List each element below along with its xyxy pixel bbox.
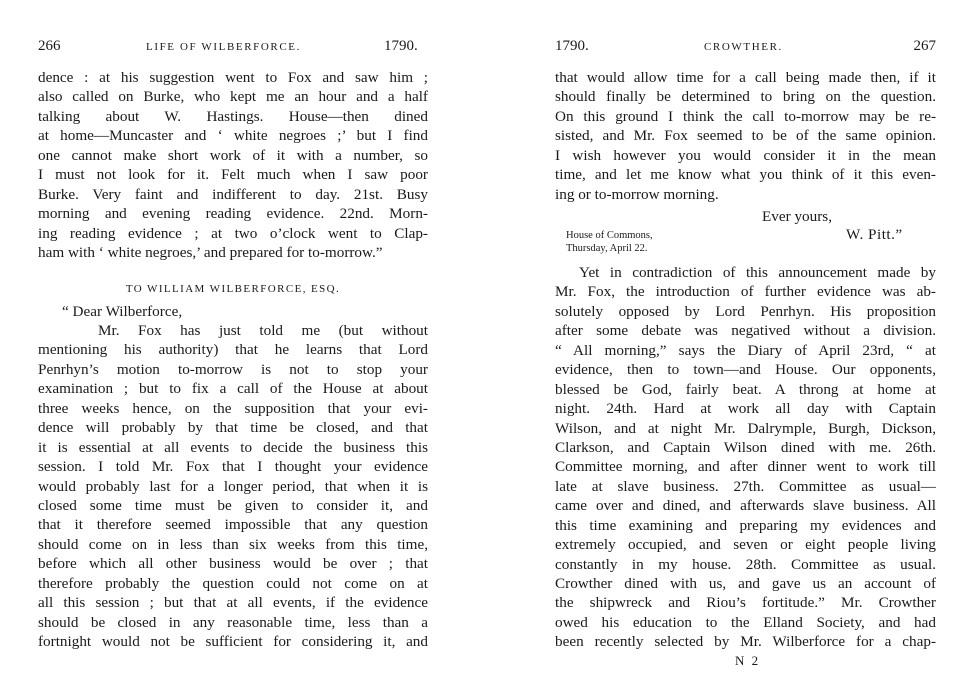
text-line: ing reading evidence ; at two o’clock went to Clap- (38, 224, 428, 242)
text-line: dence will probably by that time be closed, and that (38, 419, 428, 437)
text-line: mentioning his authority) that he learns that Lord (38, 341, 428, 359)
text-line: should finally be determined to bring on the question. (555, 88, 936, 106)
signature: W. Pitt.” (846, 226, 903, 243)
text-line: this time examining and preparing my evidences and (555, 516, 936, 534)
text-line: also called on Burke, who kept me an hour and a half (38, 88, 428, 106)
text-line: “ All morning,” says the Diary of April 23rd, “ at (555, 341, 936, 359)
left-header-year: 1790. (384, 38, 418, 54)
text-line: evidence, then to town—and House. Our opponents, (555, 361, 936, 379)
text-line: Mr. Fox has just told me (but without (98, 322, 428, 339)
text-line: therefore probably the question could not come on at (38, 574, 428, 592)
text-line: blessed be God, fairly beat. A throng at home at (555, 380, 936, 398)
text-line: On this ground I think the call to-morrow may be re- (555, 107, 936, 125)
letter-heading: TO WILLIAM WILBERFORCE, ESQ. (125, 283, 341, 295)
letter-place: House of Commons, (566, 230, 653, 241)
printer-signature-mark: N 2 (735, 653, 761, 668)
text-line: closed some time must be given to consider it, and (38, 496, 428, 514)
text-line: Yet in contradiction of this announcement made by (579, 264, 936, 281)
text-line: constantly in my house. 28th. Committee as usual. (555, 555, 936, 573)
text-line: Clarkson, and Captain Wilson dined with me. 26th. (555, 438, 936, 456)
text-line: Wilson, and at night Mr. Dalrymple, Burgh, Dickson, (555, 419, 936, 437)
text-line: solutely opposed by Lord Penrhyn. His proposition (555, 302, 936, 320)
text-line: dence : at his suggestion went to Fox and saw him ; (38, 69, 428, 86)
text-line: would probably last for a longer period, that when it is (38, 477, 428, 495)
text-line: should be closed in any reasonable time, less than a (38, 613, 428, 631)
text-line: I wish however you would consider it in the mean (555, 146, 936, 164)
text-line: owed his education to the Elland Society, and had (555, 613, 936, 631)
salutation: “ Dear Wilberforce, (62, 303, 183, 320)
salutation-block (38, 302, 428, 321)
text-line: fortnight would not be sufficient for considering it, and (38, 633, 428, 650)
right-header-year: 1790. (555, 38, 589, 54)
right-running-title: CROWTHER. (704, 41, 783, 53)
letter-heading-block (38, 280, 428, 299)
text-line: at home—Muncaster and ‘ white negroes ;’ but I find (38, 127, 428, 145)
text-line: before which all other business would be over ; that (38, 555, 428, 573)
right-page-number: 267 (913, 38, 936, 54)
text-line: came over and dined, and afterwards slave business. All (555, 497, 936, 515)
text-line: that it therefore seemed impossible that any question (38, 516, 428, 534)
text-line: time, and let me know what you think of it this even- (555, 166, 936, 184)
text-line: ham with ‘ white negroes,’ and prepared for to-morrow.” (38, 243, 383, 261)
text-line: sisted, and Mr. Fox seemed to be of the same opinion. (555, 127, 936, 145)
text-line: it is essential at all events to decide the business this (38, 438, 428, 456)
closing-block (555, 207, 936, 226)
text-line: examination ; but to fix a call of the House at about (38, 380, 428, 398)
text-line: night. 24th. Hard at work all day with Captain (555, 400, 936, 418)
place-date-block (566, 229, 653, 255)
right-paragraph (555, 263, 936, 652)
closing-line: Ever yours, (762, 208, 833, 225)
left-running-title: LIFE OF WILBERFORCE. (146, 41, 301, 53)
right-page-header (555, 38, 936, 58)
text-line: three weeks hence, on the supposition that your evi- (38, 399, 428, 417)
right-letter-body (555, 68, 936, 204)
text-line: Burke. Very faint and indifferent to day. 21st. Busy (38, 185, 428, 203)
text-line: session. I told Mr. Fox that I thought your evidence (38, 458, 428, 476)
text-line: Crowther dined with us, and gave us an account of (555, 575, 936, 592)
letter-date: Thursday, April 22. (566, 243, 648, 254)
left-page-header (38, 38, 428, 58)
text-line: extremely occupied, and seven or eight people living (555, 536, 936, 554)
text-line: should come on in less than six weeks from this time, (38, 535, 428, 553)
text-line: I must not look for it. Felt much when I saw poor (38, 166, 428, 184)
text-line: morning and evening reading evidence. 22nd. Morn- (38, 205, 428, 223)
text-line: after some debate was negatived without a division. (555, 322, 936, 340)
text-line: talking about W. Hastings. House—then dined (38, 107, 428, 125)
text-line: Mr. Fox, the introduction of further evidence was ab- (555, 283, 936, 301)
text-line: that would allow time for a call being made then, if it (555, 69, 936, 86)
text-line: Penrhyn’s motion to-morrow is not to stop your (38, 360, 428, 378)
text-line: all this session ; but that at all events, if the evidence (38, 594, 428, 612)
text-line: the shipwreck and Riou’s fortitude.” Mr. Crowther (555, 594, 936, 612)
text-line: ing or to-morrow morning. (555, 185, 719, 203)
text-line: one cannot make short work of it with a number, so (38, 146, 428, 164)
text-line: been recently selected by Mr. Wilberforce for a chap- (555, 633, 936, 651)
left-page-number: 266 (38, 38, 61, 54)
text-line: Committee morning, and after dinner went to work till (555, 458, 936, 476)
left-paragraph-diary (38, 68, 428, 262)
right-page (490, 0, 980, 692)
left-letter-body (38, 321, 428, 651)
text-line: late at slave business. 27th. Committee as usual— (555, 477, 936, 495)
